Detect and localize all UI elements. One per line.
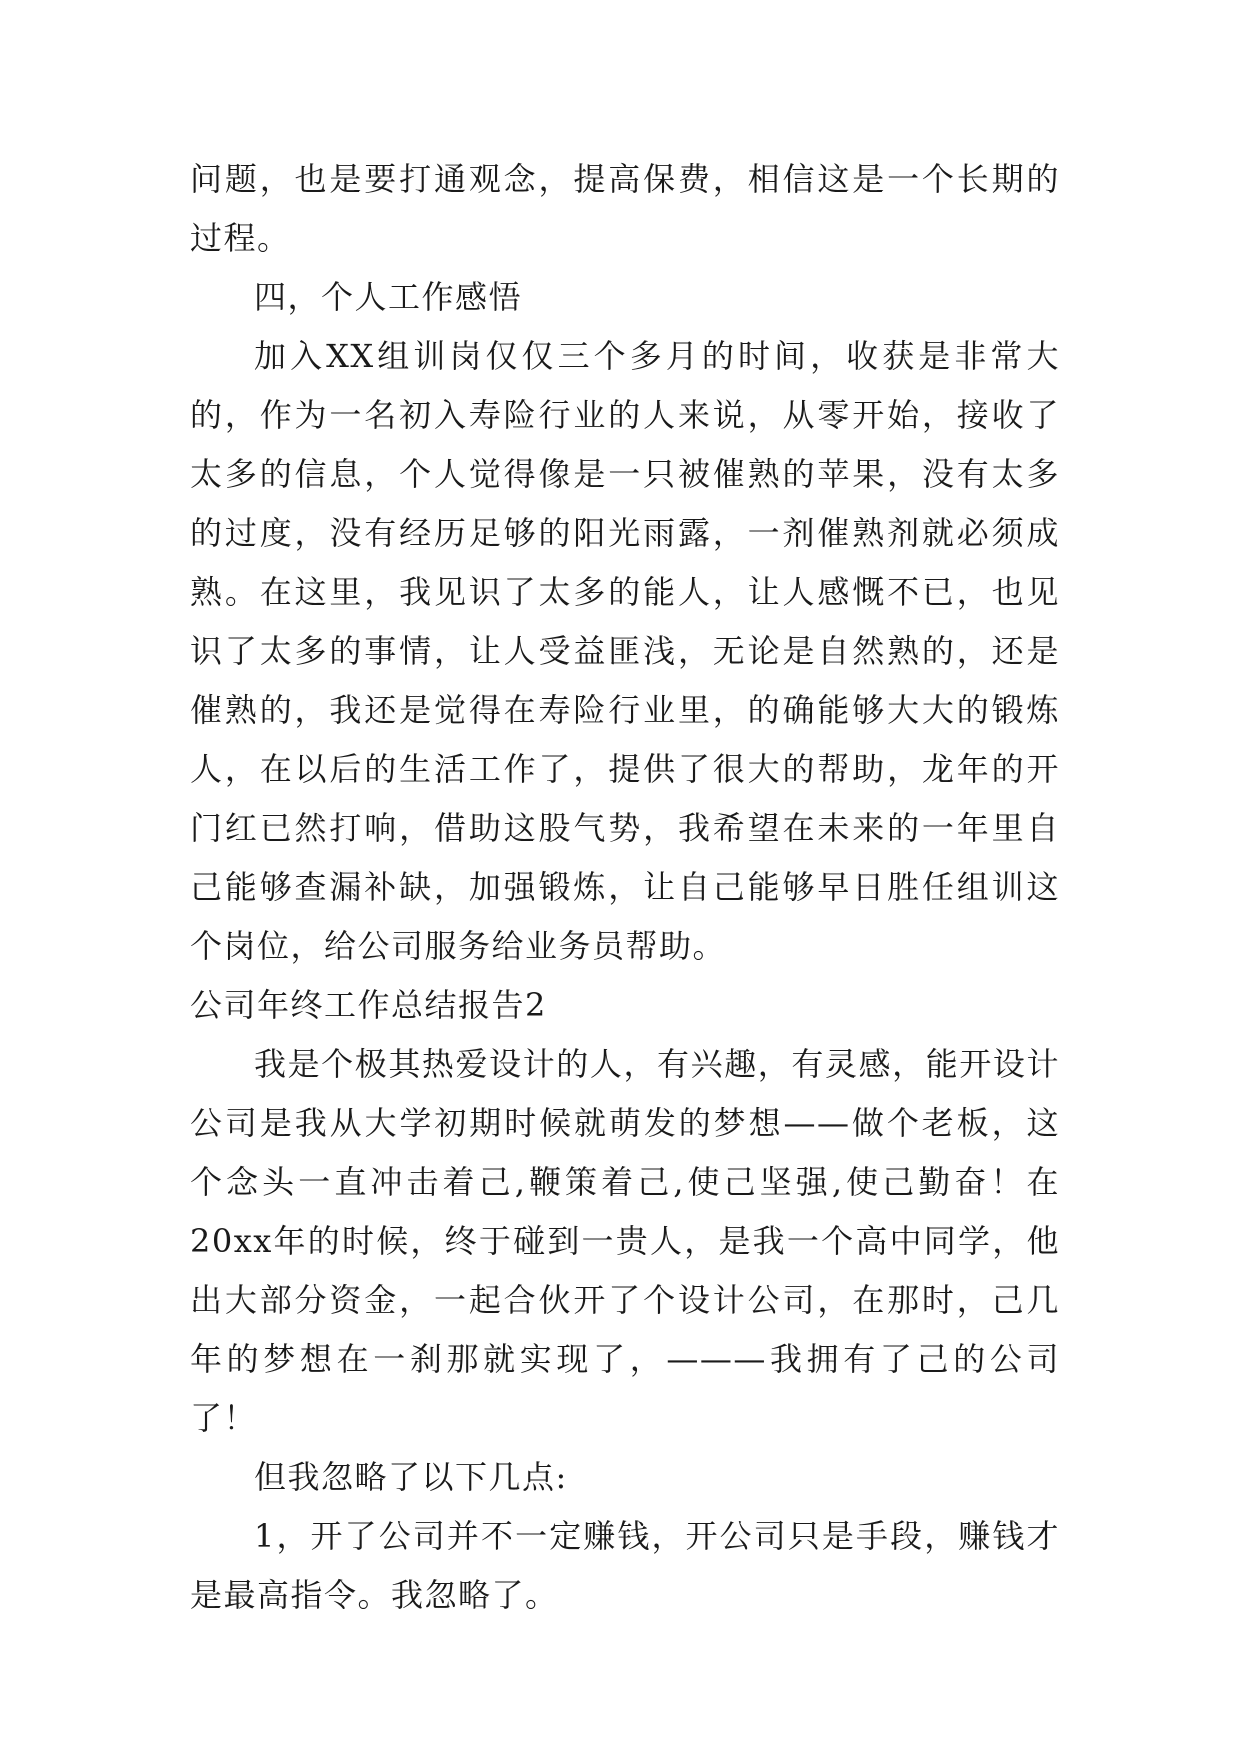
paragraph-point-1: 1，开了公司并不一定赚钱，开公司只是手段，赚钱才是最高指令。我忽略了。 bbox=[190, 1517, 1060, 1614]
document-body bbox=[190, 150, 1060, 1625]
paragraph-personal-insights: 加入XX组训岗仅仅三个多月的时间，收获是非常大的，作为一名初入寿险行业的人来说，从零开始，接收了太多的信息，个人觉得像是一只被催熟的苹果，没有太多的过度，没有经历足够的阳光雨露，一剂催熟剂就必须成熟。在这里，我见识了太多的能人，让人感慨不已，也见识了太多的事情，让人受益匪浅，无论是自然熟的，还是催熟的，我还是觉得在寿险行业里，的确能够大大的锻炼人，在以后的生活工作了，提供了很大的帮助，龙年的开门红已然打响，借助这股气势，我希望在未来的一年里自己能够查漏补缺，加强锻炼，让自己能够早日胜任组训这个岗位，给公司服务给业务员帮助。 bbox=[190, 337, 1060, 965]
report-title-2: 公司年终工作总结报告2 bbox=[190, 986, 547, 1024]
paragraph-overlooked-points: 但我忽略了以下几点: bbox=[254, 1458, 568, 1496]
paragraph-continuation: 问题，也是要打通观念，提高保费，相信这是一个长期的过程。 bbox=[190, 160, 1060, 257]
paragraph-design-passion: 我是个极其热爱设计的人，有兴趣，有灵感，能开设计公司是我从大学初期时候就萌发的梦想——做个老板，这个念头一直冲击着己,鞭策着己,使己坚强,使己勤奋！在20xx年的时候，终于碰到一贵人，是我一个高中同学，他出大部分资金，一起合伙开了个设计公司，在那时，己几年的梦想在一刹那就实现了，———我拥有了己的公司了！ bbox=[190, 1045, 1060, 1437]
section-heading-personal-insights: 四，个人工作感悟 bbox=[254, 278, 523, 316]
